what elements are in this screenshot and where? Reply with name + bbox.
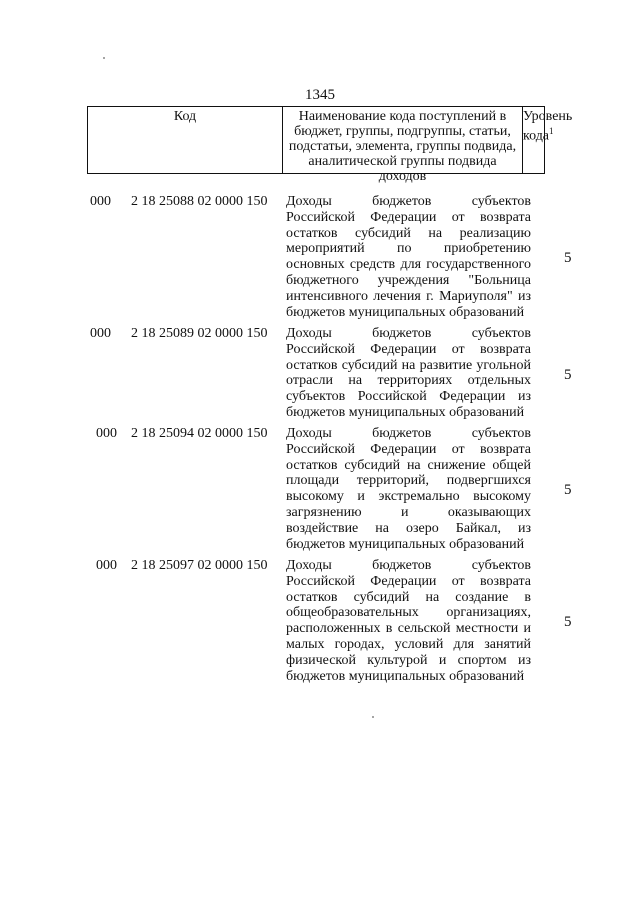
description-line: бюджетов муниципальных образований	[286, 404, 525, 420]
page-number: 1345	[305, 87, 335, 103]
header-name-line: аналитической группы подвида доходов	[308, 154, 497, 184]
header-name	[282, 107, 522, 184]
description-line: общеобразовательных организациях,	[286, 605, 531, 621]
header-level-line2: кода$^1$	[523, 126, 554, 144]
income-code: 2 18 25089 02 0000 150	[131, 326, 268, 341]
description-line: малых городах, условий для занятий	[286, 636, 531, 652]
description-line: Российской Федерации от возврата	[286, 341, 531, 357]
description-line: бюджетов муниципальных образований	[286, 668, 525, 684]
code-level: 5	[564, 250, 572, 266]
description-line: воздействие на озеро Байкал, из	[286, 520, 531, 536]
description-line: бюджетов муниципальных образований	[286, 304, 525, 320]
admin-code: 000	[96, 558, 117, 573]
scan-speck	[372, 716, 374, 718]
header-code: Код	[173, 109, 197, 124]
description-line: высокому и экстремально высокому	[286, 489, 531, 505]
description-line: Доходы бюджетов субъектов	[286, 558, 531, 573]
admin-code: 000	[90, 326, 111, 341]
header-level-line1: Уровень	[523, 109, 573, 124]
description-line: остатков субсидий на снижение общей	[286, 457, 531, 473]
description-line: мероприятий по приобретению	[286, 241, 531, 257]
description-line: бюджетов муниципальных образований	[286, 536, 525, 552]
description-line: Российской Федерации от возврата	[286, 573, 531, 589]
admin-code: 000	[96, 426, 117, 441]
code-level: 5	[564, 367, 572, 383]
description-line: расположенных в сельской местности и	[286, 621, 531, 637]
income-description	[286, 326, 531, 421]
description-line: Доходы бюджетов субъектов	[286, 326, 531, 341]
description-line: физической культурой и спортом из	[286, 652, 531, 668]
income-code: 2 18 25094 02 0000 150	[131, 426, 268, 441]
income-description	[286, 558, 531, 684]
description-line: остатков субсидий на реализацию	[286, 225, 531, 241]
footnote-mark: 1	[549, 126, 554, 136]
header-level	[522, 107, 573, 173]
code-level: 5	[564, 482, 572, 498]
admin-code: 000	[90, 194, 111, 209]
description-line: отрасли на территориях отдельных	[286, 373, 531, 389]
description-line: Российской Федерации от возврата	[286, 441, 531, 457]
income-description	[286, 426, 531, 552]
header-name-line: бюджет, группы, подгруппы, статьи,	[294, 124, 511, 139]
description-line: Доходы бюджетов субъектов	[286, 194, 531, 209]
description-line: Доходы бюджетов субъектов	[286, 426, 531, 441]
header-name-line: Наименование кода поступлений в	[298, 109, 507, 124]
description-line: субъектов Российской Федерации из	[286, 389, 531, 405]
description-line: площади территорий, подвергшихся	[286, 473, 531, 489]
description-line: остатков субсидий на развитие угольной	[286, 357, 531, 373]
description-line: интенсивного лечения г. Мариуполя" из	[286, 288, 531, 304]
income-code: 2 18 25088 02 0000 150	[131, 194, 268, 209]
description-line: основных средств для государственного	[286, 257, 531, 273]
income-description	[286, 194, 531, 320]
description-line: загрязнению и оказывающих	[286, 504, 531, 520]
code-level: 5	[564, 614, 572, 630]
header-name-line: подстатьи, элемента, группы подвида,	[288, 139, 517, 154]
description-line: Российской Федерации от возврата	[286, 209, 531, 225]
description-line: бюджетного учреждения "Больница	[286, 272, 531, 288]
scan-speck	[103, 57, 105, 59]
table-header	[87, 106, 573, 184]
income-code: 2 18 25097 02 0000 150	[131, 558, 268, 573]
description-line: остатков субсидий на создание в	[286, 589, 531, 605]
